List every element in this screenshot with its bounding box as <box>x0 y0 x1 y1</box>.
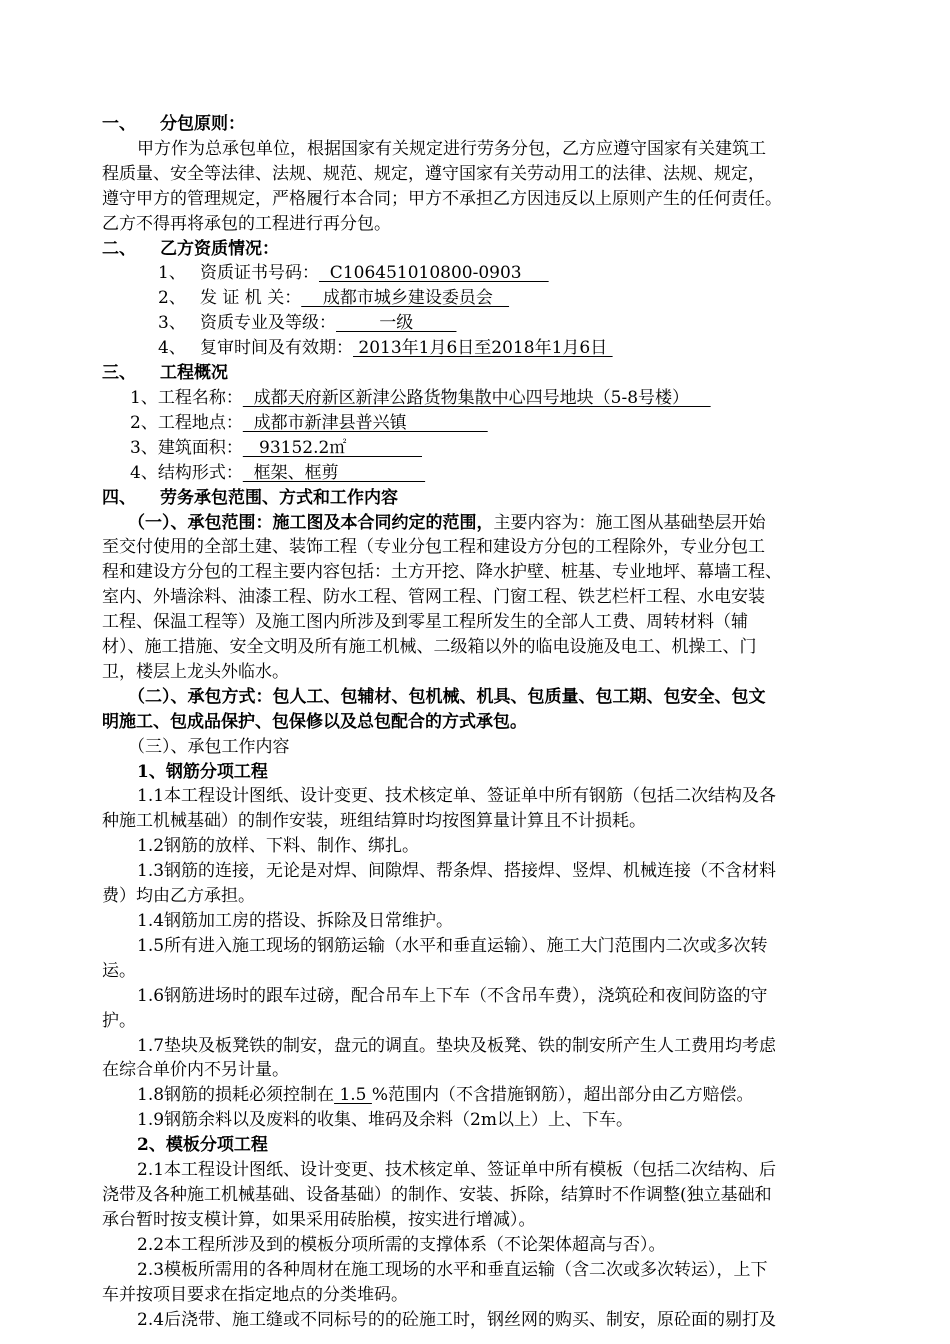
formwork-item: 2.3模板所需用的各种周材在施工现场的水平和垂直运输（含二次或多次转运），上下 <box>137 1259 768 1280</box>
formwork-item-cont: 车并按项目要求在指定地点的分类堆码。 <box>102 1284 408 1305</box>
formwork-item-cont: 浇带及各种施工机械基础、设备基础）的制作、安装、拆除，结算时不作调整(独立基础和 <box>102 1184 772 1205</box>
rebar-item-cont: 运。 <box>102 960 136 981</box>
rebar-item: 1.8钢筋的损耗必须控制在 1.5 %范围内（不含措施钢筋），超出部分由乙方赔偿。 <box>137 1085 754 1106</box>
formwork-heading: 2、模板分项工程 <box>137 1135 268 1156</box>
paragraph-line: 至交付使用的全部土建、装饰工程（专业分包工程和建设方分包的工程除外，专业分包工 <box>102 537 765 558</box>
section-2-heading: 二、 乙方资质情况： <box>102 238 279 259</box>
rebar-heading: 1、钢筋分项工程 <box>137 761 268 782</box>
formwork-item: 2.1本工程设计图纸、设计变更、技术核定单、签证单中所有模板（包括二次结构、后 <box>137 1160 777 1181</box>
paragraph-line: 室内、外墙涂料、油漆工程、防水工程、管网工程、门窗工程、铁艺栏杆工程、水电安装 <box>102 587 765 608</box>
rebar-item-cont: 护。 <box>102 1010 136 1031</box>
field-value: 2013年1月6日至2018年1月6日 <box>353 338 613 359</box>
project-item: 1、工程名称： 成都天府新区新津公路货物集散中心四号地块（5-8号楼） <box>130 387 711 408</box>
rebar-item: 1.4钢筋加工房的搭设、拆除及日常维护。 <box>137 911 454 931</box>
section-4-heading: 四、 劳务承包范围、方式和工作内容 <box>102 487 398 508</box>
paragraph-line: 工程、保温工程等）及施工图内所涉及到零星工程所发生的全部人工费、周转材料（辅 <box>102 612 748 633</box>
field-value: 成都市新津县普兴镇 <box>242 412 488 433</box>
field-value: 93152.2㎡ <box>242 437 422 458</box>
rebar-item: 1.5所有进入施工现场的钢筋运输（水平和垂直运输）、施工大门范围内二次或多次转 <box>137 935 768 956</box>
field-value: 成都天府新区新津公路货物集散中心四号地块（5-8号楼） <box>242 387 711 408</box>
field-value: C106451010800-0903 <box>319 263 549 284</box>
rebar-item-cont: 种施工机械基础）的制作安装，班组结算时均按图算量计算且不计损耗。 <box>102 811 646 832</box>
paragraph-line: 遵守甲方的管理规定，严格履行本合同；甲方不承担乙方因违反以上原则产生的任何责任。 <box>102 188 782 209</box>
paragraph-line: 程质量、安全等法律、法规、规范、规定，遵守国家有关劳动用工的法律、法规、规定， <box>102 163 765 184</box>
field-value: 一级 <box>336 313 457 334</box>
rebar-item-cont: 在综合单价内不另计量。 <box>102 1060 289 1081</box>
mode-line: （二）、承包方式：包人工、包辅材、包机械、机具、包质量、包工期、包安全、包文 <box>128 686 766 707</box>
rebar-item: 1.7垫块及板凳铁的制安，盘元的调直。垫块及板凳、铁的制安所产生人工费用均考虑 <box>137 1035 777 1056</box>
content-heading: （三）、承包工作内容 <box>128 736 290 757</box>
project-item: 3、建筑面积： 93152.2㎡ <box>130 437 422 458</box>
project-item: 2、工程地点： 成都市新津县普兴镇 <box>130 412 488 433</box>
contract-page <box>102 112 872 1332</box>
section-3-heading: 三、 工程概况 <box>102 363 228 384</box>
formwork-item: 2.4后浇带、施工缝或不同标号的的砼施工时，钢丝网的购买、制安，原砼面的剔打及 <box>137 1309 777 1330</box>
loss-rate-value: 1.5 <box>334 1085 372 1106</box>
project-item: 4、结构形式： 框架、框剪 <box>130 462 426 483</box>
paragraph-line: 卫，楼层上龙头外临水。 <box>102 661 289 682</box>
rebar-item: 1.6钢筋进场时的跟车过磅，配合吊车上下车（不含吊车费），浇筑砼和夜间防盗的守 <box>137 985 768 1006</box>
qualification-item: 2、 发 证 机 关： 成都市城乡建设委员会 <box>158 288 510 309</box>
rebar-item-cont: 费）均由乙方承担。 <box>102 886 255 907</box>
qualification-item: 1、 资质证书号码： C106451010800-0903 <box>158 263 549 284</box>
paragraph-line: 材）、施工措施、安全文明及所有施工机械、二级箱以外的临电设施及电工、机操工、门 <box>102 637 757 658</box>
field-value: 框架、框剪 <box>242 462 426 483</box>
rebar-item: 1.2钢筋的放样、下料、制作、绑扎。 <box>137 836 420 857</box>
rebar-item: 1.9钢筋余料以及废料的收集、堆码及余料（2m以上）上、下车。 <box>137 1110 633 1131</box>
rebar-item: 1.3钢筋的连接，无论是对焊、间隙焊、帮条焊、搭接焊、竖焊、机械连接（不含材料 <box>137 861 777 882</box>
paragraph-line: 乙方不得再将承包的工程进行再分包。 <box>102 213 391 234</box>
formwork-item-cont: 承台暂时按支模计算，如果采用砖胎模，按实进行增减）。 <box>102 1209 536 1230</box>
scope-first-line: （一）、承包范围：施工图及本合同约定的范围，主要内容为：施工图从基础垫层开始 <box>128 512 766 533</box>
section-1-heading: 一、 分包原则： <box>102 114 245 134</box>
qualification-item: 4、 复审时间及有效期： 2013年1月6日至2018年1月6日 <box>158 338 613 359</box>
mode-line: 明施工、包成品保护、包保修以及总包配合的方式承包。 <box>102 711 527 732</box>
paragraph-line: 甲方作为总承包单位，根据国家有关规定进行劳务分包，乙方应遵守国家有关建筑工 <box>137 138 766 159</box>
field-value: 成都市城乡建设委员会 <box>301 288 510 309</box>
rebar-item: 1.1本工程设计图纸、设计变更、技术核定单、签证单中所有钢筋（包括二次结构及各 <box>137 786 777 807</box>
qualification-item: 3、 资质专业及等级： 一级 <box>158 313 457 334</box>
formwork-item: 2.2本工程所涉及到的模板分项所需的支撑体系（不论架体超高与否）。 <box>137 1234 666 1255</box>
paragraph-line: 程和建设方分包的工程主要内容包括：土方开挖、降水护壁、桩基、专业地坪、幕墙工程、 <box>102 562 782 583</box>
